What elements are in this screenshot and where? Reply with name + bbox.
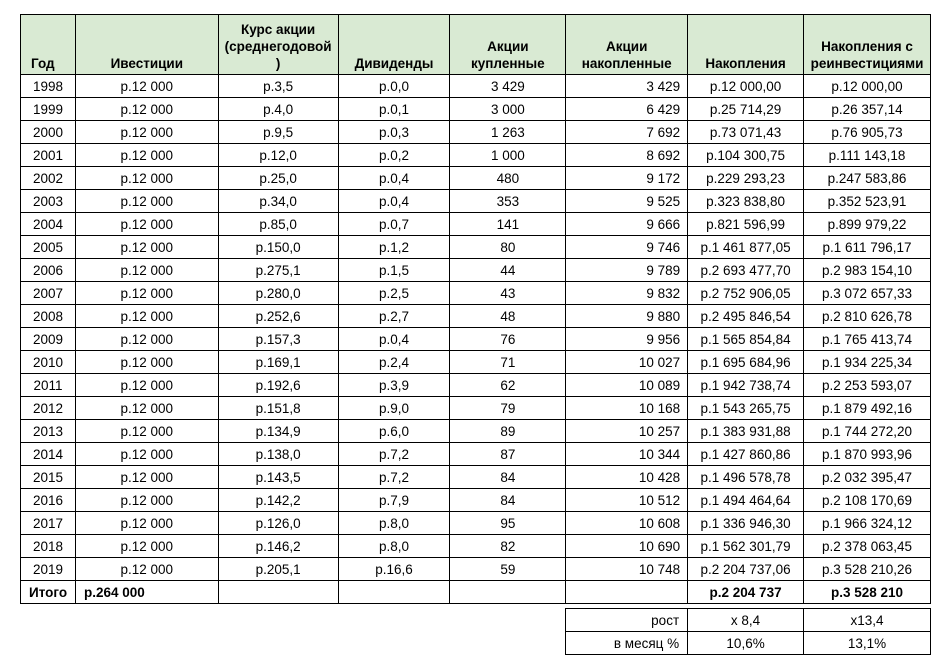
cell-accum[interactable]: р.25 714,29 <box>688 98 804 121</box>
cell-bought[interactable]: 79 <box>450 397 566 420</box>
cell-accum[interactable]: р.1 383 931,88 <box>688 420 804 443</box>
cell-price[interactable]: р.34,0 <box>218 190 338 213</box>
table-row <box>21 328 931 351</box>
cell-invest[interactable]: р.12 000 <box>75 213 218 236</box>
total-empty-cell[interactable] <box>450 581 566 604</box>
total-accum[interactable]: р.2 204 737 <box>688 581 804 604</box>
cell-accum[interactable]: р.821 596,99 <box>688 213 804 236</box>
cell-invest[interactable]: р.12 000 <box>75 466 218 489</box>
cell-dividends[interactable]: р.7,2 <box>338 466 450 489</box>
cell-accum[interactable]: р.1 427 860,86 <box>688 443 804 466</box>
header-accum-shares[interactable]: Акции накопленные <box>566 15 688 75</box>
cell-accum-reinv[interactable]: р.12 000,00 <box>804 75 931 98</box>
table-row <box>21 213 931 236</box>
cell-invest[interactable]: р.12 000 <box>75 443 218 466</box>
cell-bought[interactable]: 3 000 <box>450 98 566 121</box>
cell-accum-shares[interactable]: 9 172 <box>566 167 688 190</box>
table-row <box>21 466 931 489</box>
cell-bought[interactable]: 480 <box>450 167 566 190</box>
cell-accum-shares[interactable]: 3 429 <box>566 75 688 98</box>
cell-price[interactable]: р.134,9 <box>218 420 338 443</box>
cell-accum-reinv[interactable]: р.1 879 492,16 <box>804 397 931 420</box>
cell-price[interactable]: р.3,5 <box>218 75 338 98</box>
cell-price[interactable]: р.151,8 <box>218 397 338 420</box>
header-price[interactable]: Курс акции (среднегодовой ) <box>218 15 338 75</box>
header-year[interactable]: Год <box>21 15 76 75</box>
cell-price[interactable]: р.12,0 <box>218 144 338 167</box>
cell-bought[interactable]: 3 429 <box>450 75 566 98</box>
cell-invest[interactable]: р.12 000 <box>75 75 218 98</box>
header-accum-reinv[interactable]: Накопления с реинвестициями <box>804 15 931 75</box>
cell-accum-reinv[interactable]: р.1 934 225,34 <box>804 351 931 374</box>
cell-dividends[interactable]: р.0,1 <box>338 98 450 121</box>
stat-accum[interactable]: 10,6% <box>688 632 804 655</box>
cell-accum[interactable]: р.1 496 578,78 <box>688 466 804 489</box>
table-row <box>21 374 931 397</box>
cell-invest[interactable]: р.12 000 <box>75 420 218 443</box>
cell-accum[interactable]: р.229 293,23 <box>688 167 804 190</box>
table-row <box>21 121 931 144</box>
cell-accum[interactable]: р.2 204 737,06 <box>688 558 804 581</box>
cell-price[interactable]: р.142,2 <box>218 489 338 512</box>
cell-year[interactable]: 2001 <box>21 144 76 167</box>
cell-dividends[interactable]: р.0,7 <box>338 213 450 236</box>
cell-accum-shares[interactable]: 10 428 <box>566 466 688 489</box>
cell-accum-reinv[interactable]: р.111 143,18 <box>804 144 931 167</box>
table-row <box>21 351 931 374</box>
cell-accum-shares[interactable]: 9 956 <box>566 328 688 351</box>
cell-price[interactable]: р.157,3 <box>218 328 338 351</box>
cell-accum-reinv[interactable]: р.1 611 796,17 <box>804 236 931 259</box>
cell-price[interactable]: р.138,0 <box>218 443 338 466</box>
cell-dividends[interactable]: р.0,0 <box>338 75 450 98</box>
cell-dividends[interactable]: р.7,9 <box>338 489 450 512</box>
cell-bought[interactable]: 1 000 <box>450 144 566 167</box>
cell-accum-shares[interactable]: 10 512 <box>566 489 688 512</box>
stat-label[interactable]: рост <box>566 609 688 632</box>
stat-accum-reinv[interactable]: x13,4 <box>804 609 931 632</box>
cell-dividends[interactable]: р.8,0 <box>338 512 450 535</box>
cell-year[interactable]: 2000 <box>21 121 76 144</box>
stat-accum[interactable]: x 8,4 <box>688 609 804 632</box>
cell-accum-shares[interactable]: 10 690 <box>566 535 688 558</box>
cell-year[interactable]: 2013 <box>21 420 76 443</box>
cell-accum-reinv[interactable]: р.76 905,73 <box>804 121 931 144</box>
cell-invest[interactable]: р.12 000 <box>75 558 218 581</box>
cell-year[interactable]: 1998 <box>21 75 76 98</box>
cell-accum-reinv[interactable]: р.2 253 593,07 <box>804 374 931 397</box>
total-invest[interactable]: р.264 000 <box>75 581 218 604</box>
cell-dividends[interactable]: р.2,4 <box>338 351 450 374</box>
table-row <box>21 259 931 282</box>
cell-year[interactable]: 2010 <box>21 351 76 374</box>
cell-accum-reinv[interactable]: р.352 523,91 <box>804 190 931 213</box>
cell-year[interactable]: 2004 <box>21 213 76 236</box>
cell-invest[interactable]: р.12 000 <box>75 259 218 282</box>
cell-accum-shares[interactable]: 10 257 <box>566 420 688 443</box>
cell-dividends[interactable]: р.1,2 <box>338 236 450 259</box>
cell-accum[interactable]: р.73 071,43 <box>688 121 804 144</box>
cell-invest[interactable]: р.12 000 <box>75 328 218 351</box>
cell-accum[interactable]: р.2 752 906,05 <box>688 282 804 305</box>
cell-bought[interactable]: 1 263 <box>450 121 566 144</box>
table-row <box>21 75 931 98</box>
table-row <box>21 305 931 328</box>
cell-accum-shares[interactable]: 10 748 <box>566 558 688 581</box>
table-row <box>21 558 931 581</box>
cell-dividends[interactable]: р.7,2 <box>338 443 450 466</box>
cell-invest[interactable]: р.12 000 <box>75 121 218 144</box>
cell-year[interactable]: 2012 <box>21 397 76 420</box>
cell-invest[interactable]: р.12 000 <box>75 282 218 305</box>
total-empty-cell[interactable] <box>566 581 688 604</box>
cell-year[interactable]: 2008 <box>21 305 76 328</box>
cell-year[interactable]: 2006 <box>21 259 76 282</box>
cell-invest[interactable]: р.12 000 <box>75 489 218 512</box>
cell-accum-shares[interactable]: 10 027 <box>566 351 688 374</box>
cell-year[interactable]: 2011 <box>21 374 76 397</box>
cell-dividends[interactable]: р.0,3 <box>338 121 450 144</box>
cell-invest[interactable]: р.12 000 <box>75 535 218 558</box>
cell-price[interactable]: р.150,0 <box>218 236 338 259</box>
investment-table <box>20 14 931 655</box>
cell-invest[interactable]: р.12 000 <box>75 236 218 259</box>
cell-invest[interactable]: р.12 000 <box>75 167 218 190</box>
cell-accum-reinv[interactable]: р.2 983 154,10 <box>804 259 931 282</box>
table-row <box>21 443 931 466</box>
table-row <box>21 98 931 121</box>
cell-bought[interactable]: 353 <box>450 190 566 213</box>
cell-year[interactable]: 2014 <box>21 443 76 466</box>
table-row <box>21 535 931 558</box>
cell-accum-reinv[interactable]: р.899 979,22 <box>804 213 931 236</box>
cell-accum[interactable]: р.1 336 946,30 <box>688 512 804 535</box>
cell-bought[interactable]: 44 <box>450 259 566 282</box>
stat-accum-reinv[interactable]: 13,1% <box>804 632 931 655</box>
cell-bought[interactable]: 43 <box>450 282 566 305</box>
cell-dividends[interactable]: р.2,5 <box>338 282 450 305</box>
total-label[interactable]: Итого <box>21 581 76 604</box>
cell-bought[interactable]: 48 <box>450 305 566 328</box>
cell-accum[interactable]: р.1 494 464,64 <box>688 489 804 512</box>
stat-row-growth <box>21 609 931 632</box>
cell-price[interactable]: р.9,5 <box>218 121 338 144</box>
cell-accum[interactable]: р.2 495 846,54 <box>688 305 804 328</box>
cell-price[interactable]: р.85,0 <box>218 213 338 236</box>
cell-accum-reinv[interactable]: р.1 966 324,12 <box>804 512 931 535</box>
table-row <box>21 167 931 190</box>
table-row <box>21 512 931 535</box>
cell-year[interactable]: 2019 <box>21 558 76 581</box>
cell-bought[interactable]: 62 <box>450 374 566 397</box>
cell-year[interactable]: 2005 <box>21 236 76 259</box>
cell-price[interactable]: р.143,5 <box>218 466 338 489</box>
cell-dividends[interactable]: р.0,4 <box>338 167 450 190</box>
cell-accum-shares[interactable]: 9 666 <box>566 213 688 236</box>
cell-year[interactable]: 2003 <box>21 190 76 213</box>
cell-dividends[interactable]: р.1,5 <box>338 259 450 282</box>
cell-bought[interactable]: 71 <box>450 351 566 374</box>
total-row <box>21 581 931 604</box>
cell-accum[interactable]: р.1 461 877,05 <box>688 236 804 259</box>
cell-bought[interactable]: 59 <box>450 558 566 581</box>
table-row <box>21 236 931 259</box>
cell-accum-reinv[interactable]: р.2 810 626,78 <box>804 305 931 328</box>
cell-invest[interactable]: р.12 000 <box>75 397 218 420</box>
cell-bought[interactable]: 82 <box>450 535 566 558</box>
cell-accum[interactable]: р.2 693 477,70 <box>688 259 804 282</box>
cell-invest[interactable]: р.12 000 <box>75 190 218 213</box>
header-invest[interactable]: Ивестиции <box>75 15 218 75</box>
cell-year[interactable]: 2009 <box>21 328 76 351</box>
header-accum[interactable]: Накопления <box>688 15 804 75</box>
cell-price[interactable]: р.146,2 <box>218 535 338 558</box>
cell-accum-shares[interactable]: 9 832 <box>566 282 688 305</box>
cell-accum-reinv[interactable]: р.26 357,14 <box>804 98 931 121</box>
cell-bought[interactable]: 89 <box>450 420 566 443</box>
table-row <box>21 144 931 167</box>
cell-year[interactable]: 2018 <box>21 535 76 558</box>
cell-accum-shares[interactable]: 10 089 <box>566 374 688 397</box>
cell-accum-shares[interactable]: 7 692 <box>566 121 688 144</box>
cell-year[interactable]: 2015 <box>21 466 76 489</box>
cell-dividends[interactable]: р.2,7 <box>338 305 450 328</box>
cell-dividends[interactable]: р.6,0 <box>338 420 450 443</box>
cell-accum-reinv[interactable]: р.1 870 993,96 <box>804 443 931 466</box>
cell-accum-shares[interactable]: 10 168 <box>566 397 688 420</box>
cell-accum[interactable]: р.104 300,75 <box>688 144 804 167</box>
cell-price[interactable]: р.4,0 <box>218 98 338 121</box>
stat-row-monthly <box>21 632 931 655</box>
cell-price[interactable]: р.252,6 <box>218 305 338 328</box>
cell-invest[interactable]: р.12 000 <box>75 98 218 121</box>
cell-accum[interactable]: р.1 565 854,84 <box>688 328 804 351</box>
cell-dividends[interactable]: р.16,6 <box>338 558 450 581</box>
cell-accum-reinv[interactable]: р.3 528 210,26 <box>804 558 931 581</box>
cell-accum[interactable]: р.1 543 265,75 <box>688 397 804 420</box>
cell-dividends[interactable]: р.3,9 <box>338 374 450 397</box>
cell-accum-shares[interactable]: 8 692 <box>566 144 688 167</box>
cell-accum[interactable]: р.1 942 738,74 <box>688 374 804 397</box>
cell-accum-reinv[interactable]: р.2 032 395,47 <box>804 466 931 489</box>
header-dividends[interactable]: Дивиденды <box>338 15 450 75</box>
cell-dividends[interactable]: р.8,0 <box>338 535 450 558</box>
cell-accum-shares[interactable]: 10 344 <box>566 443 688 466</box>
table-row <box>21 282 931 305</box>
cell-accum[interactable]: р.1 562 301,79 <box>688 535 804 558</box>
cell-year[interactable]: 2017 <box>21 512 76 535</box>
cell-accum[interactable]: р.323 838,80 <box>688 190 804 213</box>
cell-accum-reinv[interactable]: р.1 765 413,74 <box>804 328 931 351</box>
cell-year[interactable]: 2016 <box>21 489 76 512</box>
cell-bought[interactable]: 95 <box>450 512 566 535</box>
stat-label[interactable]: в месяц % <box>566 632 688 655</box>
cell-year[interactable]: 2007 <box>21 282 76 305</box>
total-empty-cell[interactable] <box>338 581 450 604</box>
cell-year[interactable]: 1999 <box>21 98 76 121</box>
cell-accum-shares[interactable]: 9 525 <box>566 190 688 213</box>
cell-accum[interactable]: р.1 695 684,96 <box>688 351 804 374</box>
table-row <box>21 420 931 443</box>
cell-accum-reinv[interactable]: р.1 744 272,20 <box>804 420 931 443</box>
total-empty-cell[interactable] <box>218 581 338 604</box>
cell-accum-shares[interactable]: 9 880 <box>566 305 688 328</box>
cell-bought[interactable]: 80 <box>450 236 566 259</box>
cell-accum-reinv[interactable]: р.247 583,86 <box>804 167 931 190</box>
cell-price[interactable]: р.205,1 <box>218 558 338 581</box>
cell-invest[interactable]: р.12 000 <box>75 305 218 328</box>
cell-price[interactable]: р.25,0 <box>218 167 338 190</box>
cell-accum-reinv[interactable]: р.2 108 170,69 <box>804 489 931 512</box>
total-accum-reinv[interactable]: р.3 528 210 <box>804 581 931 604</box>
table-row <box>21 397 931 420</box>
cell-dividends[interactable]: р.0,4 <box>338 328 450 351</box>
cell-accum-shares[interactable]: 9 746 <box>566 236 688 259</box>
cell-year[interactable]: 2002 <box>21 167 76 190</box>
cell-accum-shares[interactable]: 10 608 <box>566 512 688 535</box>
cell-dividends[interactable]: р.9,0 <box>338 397 450 420</box>
cell-invest[interactable]: р.12 000 <box>75 144 218 167</box>
cell-accum[interactable]: р.12 000,00 <box>688 75 804 98</box>
cell-accum-shares[interactable]: 6 429 <box>566 98 688 121</box>
cell-bought[interactable]: 76 <box>450 328 566 351</box>
cell-invest[interactable]: р.12 000 <box>75 512 218 535</box>
cell-price[interactable]: р.126,0 <box>218 512 338 535</box>
cell-accum-shares[interactable]: 9 789 <box>566 259 688 282</box>
cell-price[interactable]: р.192,6 <box>218 374 338 397</box>
header-row <box>21 15 931 75</box>
header-bought[interactable]: Акции купленные <box>450 15 566 75</box>
cell-accum-reinv[interactable]: р.3 072 657,33 <box>804 282 931 305</box>
cell-dividends[interactable]: р.0,2 <box>338 144 450 167</box>
cell-price[interactable]: р.280,0 <box>218 282 338 305</box>
cell-bought[interactable]: 84 <box>450 489 566 512</box>
cell-bought[interactable]: 84 <box>450 466 566 489</box>
cell-price[interactable]: р.275,1 <box>218 259 338 282</box>
cell-bought[interactable]: 87 <box>450 443 566 466</box>
cell-accum-reinv[interactable]: р.2 378 063,45 <box>804 535 931 558</box>
cell-price[interactable]: р.169,1 <box>218 351 338 374</box>
table-row <box>21 190 931 213</box>
cell-invest[interactable]: р.12 000 <box>75 351 218 374</box>
table-row <box>21 489 931 512</box>
cell-bought[interactable]: 141 <box>450 213 566 236</box>
cell-invest[interactable]: р.12 000 <box>75 374 218 397</box>
cell-dividends[interactable]: р.0,4 <box>338 190 450 213</box>
